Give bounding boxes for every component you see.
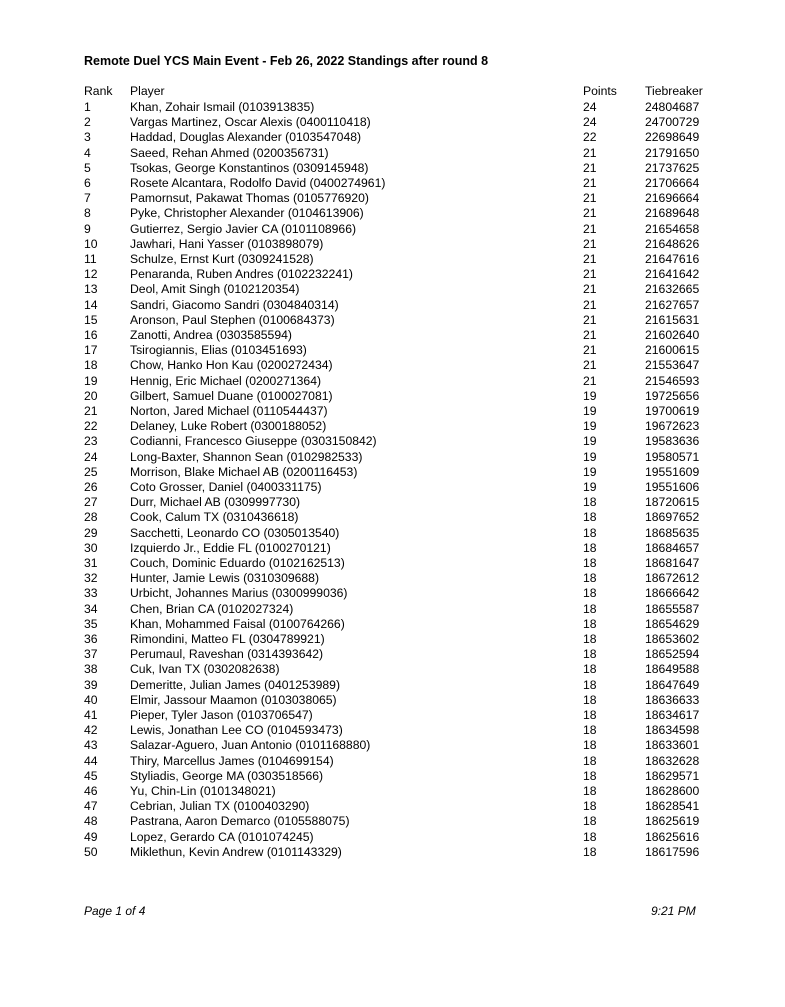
tiebreaker-cell: 21648626	[645, 236, 700, 251]
tiebreaker-cell: 18666642	[645, 586, 700, 601]
points-cell: 19	[583, 449, 597, 464]
tiebreaker-cell: 19700619	[645, 404, 700, 418]
table-row	[0, 146, 785, 161]
points-cell: 21	[583, 328, 597, 342]
tiebreaker-cell: 22698649	[645, 130, 700, 145]
points-cell: 21	[583, 267, 597, 282]
points-cell: 18	[583, 662, 597, 677]
player-cell: Codianni, Francesco Giuseppe (0303150842)	[130, 434, 377, 449]
points-cell: 18	[583, 510, 597, 525]
points-cell: 18	[583, 738, 597, 753]
rank-cell: 20	[84, 388, 98, 403]
player-cell: Chow, Hanko Hon Kau (0200272434)	[130, 358, 333, 373]
print-time: 9:21 PM	[651, 904, 696, 918]
rank-cell: 12	[84, 267, 98, 282]
tiebreaker-cell: 19583636	[645, 434, 700, 449]
table-row	[0, 130, 785, 145]
tiebreaker-cell: 21553647	[645, 358, 700, 373]
points-cell: 19	[583, 464, 597, 479]
points-cell: 18	[583, 799, 597, 814]
player-cell: Hunter, Jamie Lewis (0310309688)	[130, 571, 320, 586]
tiebreaker-cell: 18628600	[645, 784, 700, 798]
tiebreaker-cell: 18684657	[645, 540, 700, 555]
rank-cell: 48	[84, 814, 98, 829]
player-cell: Khan, Mohammed Faisal (0100764266)	[130, 616, 345, 631]
tiebreaker-cell: 18632628	[645, 753, 700, 768]
rank-cell: 37	[84, 647, 98, 662]
tiebreaker-cell: 21602640	[645, 328, 700, 342]
tiebreaker-cell: 18653602	[645, 632, 700, 646]
table-row	[0, 465, 785, 480]
table-row	[0, 282, 785, 297]
tiebreaker-cell: 21737625	[645, 160, 700, 175]
points-cell: 21	[583, 236, 597, 251]
tiebreaker-cell: 18697652	[645, 510, 700, 525]
tiebreaker-cell: 19551609	[645, 464, 700, 479]
table-row	[0, 510, 785, 525]
points-cell: 21	[583, 282, 597, 297]
player-cell: Pyke, Christopher Alexander (0104613906)	[130, 206, 364, 221]
player-cell: Sandri, Giacomo Sandri (0304840314)	[130, 297, 339, 312]
tiebreaker-cell: 18625619	[645, 814, 700, 829]
points-cell: 18	[583, 540, 597, 555]
rank-cell: 6	[84, 176, 91, 190]
table-row	[0, 115, 785, 130]
points-cell: 21	[583, 358, 597, 373]
player-cell: Perumaul, Raveshan (0314393642)	[130, 647, 324, 662]
table-row	[0, 845, 785, 860]
tiebreaker-cell: 19580571	[645, 449, 700, 464]
points-cell: 18	[583, 647, 597, 662]
player-cell: Cebrian, Julian TX (0100403290)	[130, 799, 310, 814]
tiebreaker-cell: 18681647	[645, 556, 700, 570]
points-cell: 18	[583, 723, 597, 738]
rank-cell: 25	[84, 464, 98, 479]
player-cell: Morrison, Blake Michael AB (0200116453)	[130, 464, 358, 479]
tiebreaker-cell: 18617596	[645, 844, 700, 859]
rank-cell: 36	[84, 632, 98, 646]
rank-cell: 31	[84, 556, 98, 570]
points-cell: 18	[583, 784, 597, 798]
rank-cell: 35	[84, 616, 98, 631]
player-cell: Demeritte, Julian James (0401253989)	[130, 677, 341, 692]
player-cell: Gilbert, Samuel Duane (0100027081)	[130, 388, 333, 403]
player-cell: Thiry, Marcellus James (0104699154)	[130, 753, 334, 768]
tiebreaker-cell: 18629571	[645, 768, 700, 783]
points-cell: 18	[583, 768, 597, 783]
points-cell: 18	[583, 616, 597, 631]
player-cell: Tsokas, George Konstantinos (0309145948)	[130, 160, 369, 175]
rank-cell: 32	[84, 571, 98, 586]
rank-cell: 10	[84, 236, 98, 251]
player-cell: Coto Grosser, Daniel (0400331175)	[130, 480, 322, 494]
player-cell: Couch, Dominic Eduardo (0102162513)	[130, 556, 345, 570]
points-cell: 19	[583, 419, 597, 434]
table-row	[0, 404, 785, 419]
points-cell: 18	[583, 753, 597, 768]
player-cell: Penaranda, Ruben Andres (0102232241)	[130, 267, 353, 282]
rank-cell: 19	[84, 373, 98, 388]
table-row	[0, 495, 785, 510]
rank-cell: 16	[84, 328, 98, 342]
column-header-player: Player	[130, 84, 165, 98]
rank-cell: 49	[84, 829, 98, 844]
rank-cell: 41	[84, 708, 98, 722]
rank-cell: 21	[84, 404, 98, 418]
player-cell: Sacchetti, Leonardo CO (0305013540)	[130, 525, 340, 540]
rank-cell: 46	[84, 784, 98, 798]
table-row	[0, 662, 785, 677]
rank-cell: 1	[84, 100, 91, 114]
rank-cell: 4	[84, 145, 91, 160]
tiebreaker-cell: 18652594	[645, 647, 700, 662]
table-row	[0, 222, 785, 237]
rank-cell: 14	[84, 297, 98, 312]
points-cell: 19	[583, 434, 597, 449]
page-title: Remote Duel YCS Main Event - Feb 26, 2022 Standings after round 8	[84, 54, 489, 68]
table-row	[0, 754, 785, 769]
table-row	[0, 617, 785, 632]
player-cell: Lopez, Gerardo CA (0101074245)	[130, 829, 314, 844]
player-cell: Khan, Zohair Ismail (0103913835)	[130, 100, 315, 114]
table-row	[0, 769, 785, 784]
player-cell: Rosete Alcantara, Rodolfo David (0400274961)	[130, 176, 386, 190]
player-cell: Long-Baxter, Shannon Sean (0102982533)	[130, 449, 363, 464]
table-row	[0, 434, 785, 449]
points-cell: 21	[583, 221, 597, 236]
rank-cell: 13	[84, 282, 98, 297]
points-cell: 21	[583, 252, 597, 266]
tiebreaker-cell: 21706664	[645, 176, 700, 190]
points-cell: 18	[583, 571, 597, 586]
player-cell: Miklethun, Kevin Andrew (0101143329)	[130, 844, 342, 859]
player-cell: Rimondini, Matteo FL (0304789921)	[130, 632, 325, 646]
tiebreaker-cell: 18634598	[645, 723, 700, 738]
player-cell: Salazar-Aguero, Juan Antonio (0101168880)	[130, 738, 371, 753]
rank-cell: 43	[84, 738, 98, 753]
player-cell: Chen, Brian CA (0102027324)	[130, 601, 294, 616]
rank-cell: 38	[84, 662, 98, 677]
table-header	[0, 84, 785, 99]
points-cell: 21	[583, 160, 597, 175]
rank-cell: 47	[84, 799, 98, 814]
points-cell: 18	[583, 586, 597, 601]
table-row	[0, 374, 785, 389]
rank-cell: 27	[84, 495, 98, 510]
player-cell: Pieper, Tyler Jason (0103706547)	[130, 708, 313, 722]
player-cell: Saeed, Rehan Ahmed (0200356731)	[130, 145, 329, 160]
table-row	[0, 678, 785, 693]
tiebreaker-cell: 21627657	[645, 297, 700, 312]
page-number: Page 1 of 4	[84, 904, 146, 918]
points-cell: 22	[583, 130, 597, 145]
table-row	[0, 161, 785, 176]
tiebreaker-cell: 18672612	[645, 571, 700, 586]
player-cell: Norton, Jared Michael (0110544437)	[130, 404, 328, 418]
tiebreaker-cell: 18636633	[645, 692, 700, 707]
table-row	[0, 252, 785, 267]
table-row	[0, 693, 785, 708]
points-cell: 19	[583, 480, 597, 494]
rank-cell: 3	[84, 130, 91, 145]
table-row	[0, 206, 785, 221]
tiebreaker-cell: 18685635	[645, 525, 700, 540]
tiebreaker-cell: 24700729	[645, 115, 700, 130]
player-cell: Vargas Martinez, Oscar Alexis (0400110418)	[130, 115, 371, 130]
player-cell: Tsirogiannis, Elias (0103451693)	[130, 343, 307, 358]
rank-cell: 11	[84, 252, 97, 266]
rank-cell: 39	[84, 677, 98, 692]
points-cell: 18	[583, 601, 597, 616]
player-cell: Schulze, Ernst Kurt (0309241528)	[130, 252, 314, 266]
player-cell: Haddad, Douglas Alexander (0103547048)	[130, 130, 362, 145]
tiebreaker-cell: 18625616	[645, 829, 700, 844]
tiebreaker-cell: 19672623	[645, 419, 700, 434]
rank-cell: 7	[84, 191, 91, 206]
player-cell: Hennig, Eric Michael (0200271364)	[130, 373, 322, 388]
points-cell: 18	[583, 632, 597, 646]
table-row	[0, 814, 785, 829]
rank-cell: 17	[84, 343, 98, 358]
table-row	[0, 738, 785, 753]
rank-cell: 42	[84, 723, 98, 738]
player-cell: Delaney, Luke Robert (0300188052)	[130, 419, 327, 434]
table-row	[0, 647, 785, 662]
rank-cell: 33	[84, 586, 98, 601]
tiebreaker-cell: 21641642	[645, 267, 700, 282]
rank-cell: 28	[84, 510, 98, 525]
tiebreaker-cell: 21696664	[645, 191, 700, 206]
points-cell: 21	[583, 297, 597, 312]
points-cell: 18	[583, 525, 597, 540]
points-cell: 18	[583, 692, 597, 707]
table-row	[0, 723, 785, 738]
tiebreaker-cell: 21615631	[645, 312, 700, 327]
player-cell: Pamornsut, Pakawat Thomas (0105776920)	[130, 191, 369, 206]
rank-cell: 18	[84, 358, 98, 373]
points-cell: 21	[583, 312, 597, 327]
table-row	[0, 586, 785, 601]
player-cell: Lewis, Jonathan Lee CO (0104593473)	[130, 723, 343, 738]
player-cell: Jawhari, Hani Yasser (0103898079)	[130, 236, 324, 251]
rank-cell: 30	[84, 540, 98, 555]
table-row	[0, 450, 785, 465]
tiebreaker-cell: 21647616	[645, 252, 700, 266]
table-row	[0, 541, 785, 556]
points-cell: 21	[583, 176, 597, 190]
player-cell: Zanotti, Andrea (0303585594)	[130, 328, 292, 342]
tiebreaker-cell: 21689648	[645, 206, 700, 221]
rank-cell: 9	[84, 221, 91, 236]
table-row	[0, 602, 785, 617]
table-row	[0, 632, 785, 647]
rank-cell: 8	[84, 206, 91, 221]
player-cell: Deol, Amit Singh (0102120354)	[130, 282, 300, 297]
player-cell: Durr, Michael AB (0309997730)	[130, 495, 301, 510]
rank-cell: 45	[84, 768, 98, 783]
table-row	[0, 176, 785, 191]
table-row	[0, 237, 785, 252]
table-row	[0, 343, 785, 358]
tiebreaker-cell: 18654629	[645, 616, 700, 631]
points-cell: 19	[583, 388, 597, 403]
rank-cell: 15	[84, 312, 98, 327]
points-cell: 21	[583, 373, 597, 388]
column-header-tiebreaker: Tiebreaker	[645, 84, 703, 98]
table-row	[0, 389, 785, 404]
tiebreaker-cell: 18720615	[645, 495, 700, 510]
table-row	[0, 556, 785, 571]
column-header-points: Points	[583, 84, 617, 98]
player-cell: Cook, Calum TX (0310436618)	[130, 510, 299, 525]
points-cell: 18	[583, 556, 597, 570]
table-row	[0, 313, 785, 328]
player-cell: Elmir, Jassour Maamon (0103038065)	[130, 692, 337, 707]
rank-cell: 34	[84, 601, 98, 616]
rank-cell: 26	[84, 480, 98, 494]
rank-cell: 22	[84, 419, 98, 434]
points-cell: 21	[583, 343, 597, 358]
tiebreaker-cell: 24804687	[645, 100, 700, 114]
tiebreaker-cell: 18634617	[645, 708, 700, 722]
table-row	[0, 799, 785, 814]
table-row	[0, 100, 785, 115]
player-cell: Cuk, Ivan TX (0302082638)	[130, 662, 280, 677]
rank-cell: 50	[84, 844, 98, 859]
table-row	[0, 571, 785, 586]
points-cell: 19	[583, 404, 597, 418]
tiebreaker-cell: 18628541	[645, 799, 700, 814]
points-cell: 24	[583, 115, 597, 130]
table-row	[0, 480, 785, 495]
rank-cell: 5	[84, 160, 91, 175]
table-row	[0, 526, 785, 541]
player-cell: Pastrana, Aaron Demarco (0105588075)	[130, 814, 350, 829]
table-row	[0, 328, 785, 343]
table-row	[0, 419, 785, 434]
points-cell: 21	[583, 191, 597, 206]
points-cell: 18	[583, 708, 597, 722]
tiebreaker-cell: 21632665	[645, 282, 700, 297]
points-cell: 18	[583, 495, 597, 510]
rank-cell: 29	[84, 525, 98, 540]
points-cell: 24	[583, 100, 597, 114]
tiebreaker-cell: 21600615	[645, 343, 700, 358]
points-cell: 21	[583, 206, 597, 221]
tiebreaker-cell: 18647649	[645, 677, 700, 692]
player-cell: Izquierdo Jr., Eddie FL (0100270121)	[130, 540, 331, 555]
tiebreaker-cell: 18655587	[645, 601, 700, 616]
tiebreaker-cell: 18649588	[645, 662, 700, 677]
tiebreaker-cell: 21791650	[645, 145, 700, 160]
player-cell: Yu, Chin-Lin (0101348021)	[130, 784, 276, 798]
table-row	[0, 191, 785, 206]
rank-cell: 2	[84, 115, 91, 130]
table-row	[0, 298, 785, 313]
table-row	[0, 784, 785, 799]
tiebreaker-cell: 19551606	[645, 480, 700, 494]
table-row	[0, 267, 785, 282]
points-cell: 18	[583, 844, 597, 859]
rank-cell: 40	[84, 692, 98, 707]
tiebreaker-cell: 19725656	[645, 388, 700, 403]
points-cell: 21	[583, 145, 597, 160]
rank-cell: 23	[84, 434, 98, 449]
tiebreaker-cell: 18633601	[645, 738, 700, 753]
points-cell: 18	[583, 829, 597, 844]
player-cell: Gutierrez, Sergio Javier CA (0101108966)	[130, 221, 357, 236]
rank-cell: 44	[84, 753, 98, 768]
table-row	[0, 358, 785, 373]
player-cell: Aronson, Paul Stephen (0100684373)	[130, 312, 335, 327]
player-cell: Urbicht, Johannes Marius (0300999036)	[130, 586, 348, 601]
player-cell: Styliadis, George MA (0303518566)	[130, 768, 324, 783]
points-cell: 18	[583, 677, 597, 692]
points-cell: 18	[583, 814, 597, 829]
table-row	[0, 708, 785, 723]
tiebreaker-cell: 21546593	[645, 373, 700, 388]
tiebreaker-cell: 21654658	[645, 221, 700, 236]
table-row	[0, 830, 785, 845]
rank-cell: 24	[84, 449, 98, 464]
column-header-rank: Rank	[84, 84, 113, 98]
